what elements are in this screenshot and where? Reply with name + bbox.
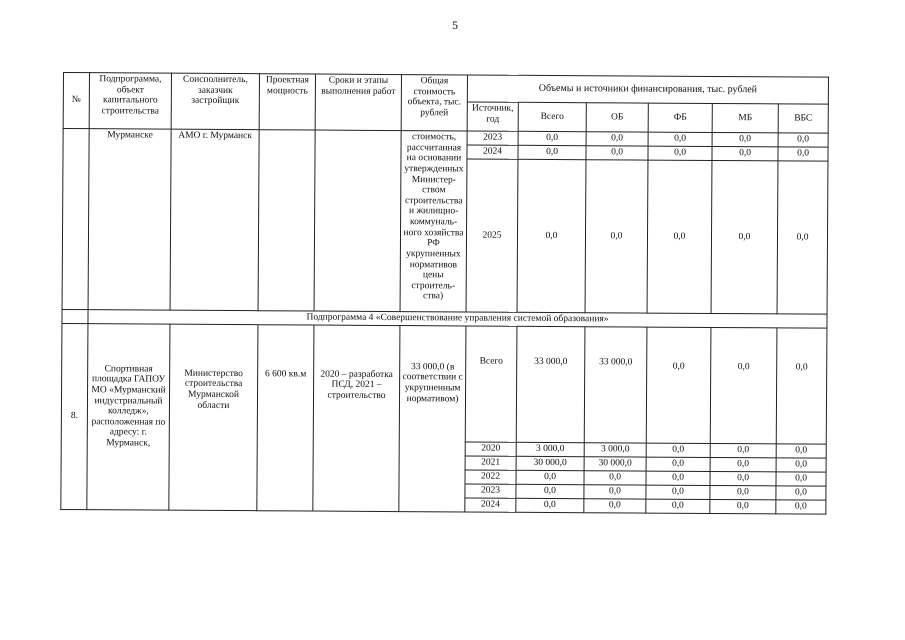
year-cell: 2025 [466, 159, 518, 312]
value-cell: 0,0 [712, 132, 778, 146]
value-cell: 0,0 [712, 146, 778, 160]
table-row [61, 323, 827, 444]
value-cell: 0,0 [646, 485, 710, 499]
value-cell: 0,0 [776, 327, 827, 443]
value-cell: 33 000,0 [584, 326, 647, 442]
value-cell: 0,0 [584, 498, 646, 512]
page-number: 5 [452, 18, 458, 32]
cont-cost-note: стоимость, рассчитанная на основании утвержденных Министер-ством строительства и жилищно-коммуналь-ного хозяйства РФ укрупненных нормативов цены строитель-ства) [400, 131, 467, 312]
header-stages: Сроки и этапы выполнения работ [315, 74, 401, 131]
year-cell: 2021 [465, 456, 516, 470]
header-vbs: ВБС [778, 104, 828, 133]
header-total-cost: Общая стоимость объекта, тыс. рублей [401, 75, 467, 131]
cont-contractor: АМО г. Мурманск [170, 129, 259, 311]
value-cell: 0,0 [646, 443, 710, 457]
value-cell: 0,0 [710, 457, 776, 471]
value-cell: 0,0 [646, 457, 710, 471]
value-cell: 0,0 [777, 161, 828, 314]
value-cell: 0,0 [710, 471, 776, 485]
value-cell: 0,0 [776, 443, 826, 457]
value-cell: 3 000,0 [516, 442, 584, 456]
value-cell: 0,0 [646, 327, 711, 443]
value-cell: 0,0 [646, 499, 710, 513]
value-cell: 0,0 [646, 471, 710, 485]
value-cell: 0,0 [518, 145, 586, 159]
value-cell: 0,0 [648, 146, 712, 160]
value-cell: 0,0 [584, 470, 646, 484]
value-cell: 0,0 [778, 147, 828, 161]
value-cell: 0,0 [517, 159, 586, 312]
header-all: Всего [518, 102, 586, 131]
value-cell: 0,0 [776, 471, 826, 485]
year-cell: 2024 [467, 145, 518, 159]
value-cell: 0,0 [710, 327, 777, 443]
object-total-cost: 33 000,0 (в соответствии с укрупненным нормативом) [399, 325, 466, 511]
object-contractor: Министерство строительства Мурманской области [169, 324, 258, 511]
value-cell: 0,0 [647, 160, 712, 313]
object-stages: 2020 – разработка ПСД, 2021 – строительство [313, 325, 400, 512]
value-cell: 0,0 [710, 443, 776, 457]
value-cell: 0,0 [516, 484, 584, 498]
value-cell: 0,0 [586, 132, 648, 146]
header-row [63, 73, 828, 105]
value-cell: 0,0 [648, 132, 712, 146]
value-cell: 0,0 [710, 485, 776, 499]
value-cell: 0,0 [516, 470, 584, 484]
value-cell: 0,0 [776, 485, 826, 499]
value-cell: 0,0 [710, 499, 776, 513]
object-num: 8. [61, 323, 88, 509]
value-cell: 30 000,0 [584, 456, 646, 470]
value-cell: 0,0 [516, 498, 584, 512]
header-contractor: Соисполнитель, заказчик застройщик [171, 73, 259, 130]
value-cell: 0,0 [711, 160, 778, 313]
financing-table [60, 72, 829, 514]
total-label: Всего [465, 326, 517, 442]
value-cell: 0,0 [584, 484, 646, 498]
header-ob: ОБ [586, 103, 648, 132]
header-num: № [63, 73, 89, 129]
year-cell: 2024 [465, 498, 516, 512]
header-subprogram: Подпрограмма, объект капитального строительства [89, 73, 171, 129]
year-cell: 2023 [467, 131, 518, 145]
year-cell: 2020 [465, 442, 516, 456]
year-cell: 2023 [465, 484, 516, 498]
object-name: Спортивная площадка ГАПОУ МО «Мурманский индустриальный колледж», расположенная по адресу: г. Мурманск, [87, 323, 170, 509]
cont-object-name: Мурманске [88, 129, 171, 310]
header-financing: Объемы и источники финансирования, тыс. рублей [467, 75, 828, 104]
cont-capacity [258, 130, 315, 311]
year-cell: 2022 [465, 470, 516, 484]
value-cell: 0,0 [778, 133, 828, 147]
value-cell: 3 000,0 [584, 442, 646, 456]
value-cell: 0,0 [776, 499, 826, 513]
value-cell: 33 000,0 [516, 326, 585, 442]
subprogram-num-cell [62, 309, 88, 323]
cont-num-cell [62, 129, 89, 310]
object-capacity: 6 600 кв.м [257, 324, 314, 510]
value-cell: 0,0 [518, 131, 586, 145]
value-cell: 0,0 [776, 457, 826, 471]
value-cell: 30 000,0 [516, 456, 584, 470]
value-cell: 0,0 [586, 146, 648, 160]
value-cell: 0,0 [585, 160, 648, 313]
header-fb: ФБ [648, 103, 712, 132]
header-mb: МБ [712, 103, 778, 132]
header-source-year: Источник, год [467, 102, 518, 131]
subprogram-title: Подпрограмма 4 «Совершенствование управления системой образования» [88, 310, 827, 328]
cont-stages [314, 130, 401, 312]
header-capacity: Проектная мощность [259, 74, 315, 130]
